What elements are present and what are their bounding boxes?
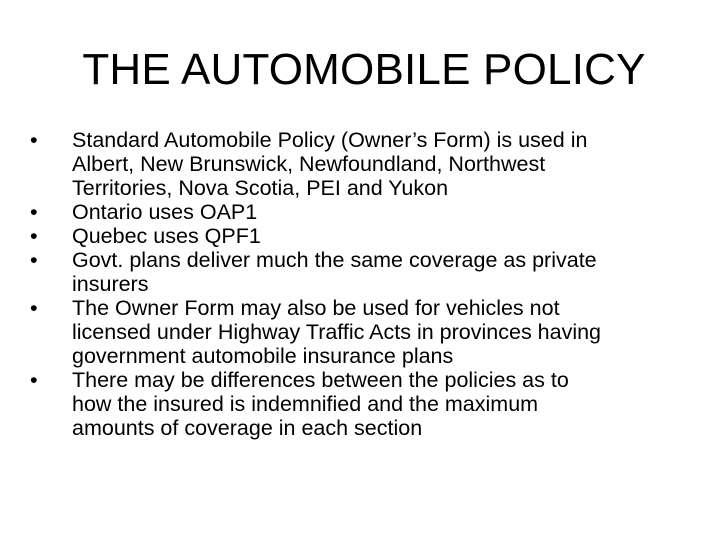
- bullet-item: [30, 224, 680, 248]
- bullet-line: Albert, New Brunswick, Newfoundland, Northwest: [72, 152, 546, 176]
- bullet-line: government automobile insurance plans: [72, 344, 454, 368]
- bullet-line: Quebec uses QPF1: [72, 224, 261, 248]
- bullet-line: Ontario uses OAP1: [72, 200, 258, 224]
- bullet-item: [30, 128, 680, 200]
- bullet-line: Territories, Nova Scotia, PEI and Yukon: [72, 176, 449, 200]
- bullet-line: Standard Automobile Policy (Owner’s Form) is used in: [72, 128, 588, 152]
- bullet-icon: •: [30, 368, 38, 392]
- bullet-icon: •: [30, 248, 38, 272]
- bullet-line: insurers: [72, 272, 149, 296]
- bullet-line: There may be differences between the policies as to: [72, 368, 569, 392]
- bullet-item: [30, 200, 680, 224]
- bullet-line: Govt. plans deliver much the same coverage as private: [72, 248, 597, 272]
- bullet-icon: •: [30, 200, 38, 224]
- bullet-line: licensed under Highway Traffic Acts in provinces having: [72, 320, 602, 344]
- bullet-item: [30, 296, 680, 368]
- bullet-line: amounts of coverage in each section: [72, 416, 423, 440]
- bullet-list: [30, 128, 680, 440]
- bullet-item: [30, 368, 680, 440]
- bullet-item: [30, 248, 680, 296]
- bullet-icon: •: [30, 296, 38, 320]
- bullet-line: how the insured is indemnified and the maximum: [72, 392, 539, 416]
- bullet-icon: •: [30, 224, 38, 248]
- bullet-line: The Owner Form may also be used for vehicles not: [72, 296, 560, 320]
- slide-title: THE AUTOMOBILE POLICY: [82, 45, 646, 94]
- bullet-icon: •: [30, 128, 38, 152]
